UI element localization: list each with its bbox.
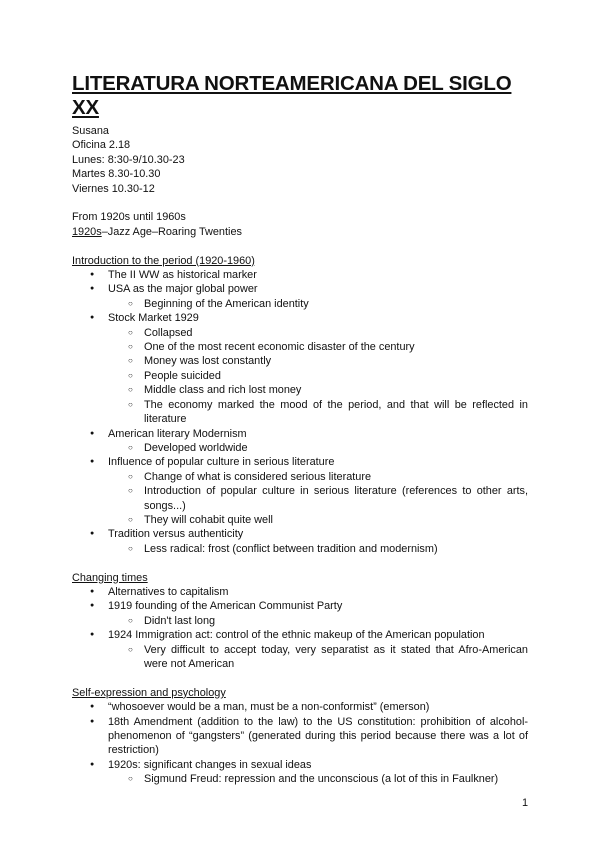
list-item-text: Alternatives to capitalism (108, 585, 229, 598)
section-heading: Self-expression and psychology (72, 686, 226, 699)
period-range: From 1920s until 1960s (72, 211, 186, 224)
list-item (72, 585, 528, 599)
sub-list-item: ○ Beginning of the American identity (108, 297, 528, 311)
sub-list-item: ○ Middle class and rich lost money (108, 383, 528, 397)
list-item-text: 1924 Immigration act: control of the ethnic makeup of the American population (108, 629, 485, 642)
sub-list-item: ○ Introduction of popular culture in serious literature (references to other arts, songs...) (108, 484, 528, 513)
list-item-text: Influence of popular culture in serious literature (108, 456, 335, 469)
sub-list-item: ○ Collapsed (108, 326, 528, 340)
list-item-text: Stock Market 1929 (108, 312, 199, 325)
list-item-text: 1919 founding of the American Communist Party (108, 600, 343, 613)
sub-bullet-list (108, 441, 528, 455)
bullet-list (72, 268, 528, 556)
course-info (72, 124, 528, 196)
list-item (72, 427, 528, 456)
bullet-list (72, 585, 528, 671)
list-item-text: American literary Modernism (108, 427, 247, 440)
list-item-text: The II WW as historical marker (108, 269, 257, 282)
list-item-text: Tradition versus authenticity (108, 528, 244, 541)
list-item (72, 455, 528, 527)
teacher-name: Susana (72, 125, 109, 137)
office: Oficina 2.18 (72, 139, 131, 152)
sub-bullet-list (108, 297, 528, 311)
sub-list-item: ○ Didn't last long (108, 614, 528, 628)
sub-list-item: ○ Sigmund Freud: repression and the unconscious (a lot of this in Faulkner) (108, 772, 528, 786)
section-heading: Introduction to the period (1920-1960) (72, 254, 255, 267)
section-heading: Changing times (72, 571, 148, 584)
sub-list-item: ○ One of the most recent economic disaster of the century (108, 340, 528, 354)
sub-list-item: ○ Money was lost constantly (108, 354, 528, 368)
list-item-text: USA as the major global power (108, 283, 258, 296)
sub-list-item: ○ The economy marked the mood of the period, and that will be reflected in literature (108, 398, 528, 427)
sub-bullet-list (108, 470, 528, 528)
schedule-friday: Viernes 10.30-12 (72, 182, 155, 195)
list-item (72, 628, 528, 671)
list-item-text: “whosoever would be a man, must be a non-conformist” (emerson) (108, 701, 430, 714)
list-item (72, 527, 528, 556)
sub-list-item: ○ Very difficult to accept today, very separatist as it stated that Afro-American were not American (108, 643, 528, 672)
schedule-monday: Lunes: 8:30-9/10.30-23 (72, 153, 185, 166)
period-decade: 1920s (72, 225, 102, 238)
period-description: –Jazz Age–Roaring Twenties (101, 225, 242, 238)
sub-bullet-list (108, 772, 528, 786)
list-item (72, 282, 528, 311)
sub-bullet-list (108, 326, 528, 427)
list-item (72, 599, 528, 628)
sub-list-item: ○ Change of what is considered serious literature (108, 470, 528, 484)
list-item-text: 18th Amendment (addition to the law) to the US constitution: prohibition of alcohol-phenomenon of “gangsters” (generated during this period because there was a lot of restriction) (108, 715, 528, 757)
sub-list-item: ○ They will cohabit quite well (108, 513, 528, 527)
list-item (72, 715, 528, 758)
sub-bullet-list (108, 542, 528, 556)
sub-list-item: ○ Less radical: frost (conflict between tradition and modernism) (108, 542, 528, 556)
list-item-text: 1920s: significant changes in sexual ideas (108, 758, 312, 771)
list-item (72, 700, 528, 714)
document-title: LITERATURA NORTEAMERICANA DEL SIGLO XX (72, 72, 512, 119)
list-item (72, 758, 528, 787)
sub-bullet-list (108, 643, 528, 672)
list-item (72, 311, 528, 426)
sub-list-item: ○ People suicided (108, 369, 528, 383)
sections-container (72, 239, 528, 786)
sub-list-item: ○ Developed worldwide (108, 441, 528, 455)
list-item (72, 268, 528, 282)
schedule-tuesday: Martes 8.30-10.30 (72, 168, 161, 181)
document-page (72, 72, 528, 787)
period-subtitle (72, 225, 528, 239)
page-number: 1 (521, 797, 528, 809)
sub-bullet-list (108, 614, 528, 628)
bullet-list (72, 700, 528, 786)
